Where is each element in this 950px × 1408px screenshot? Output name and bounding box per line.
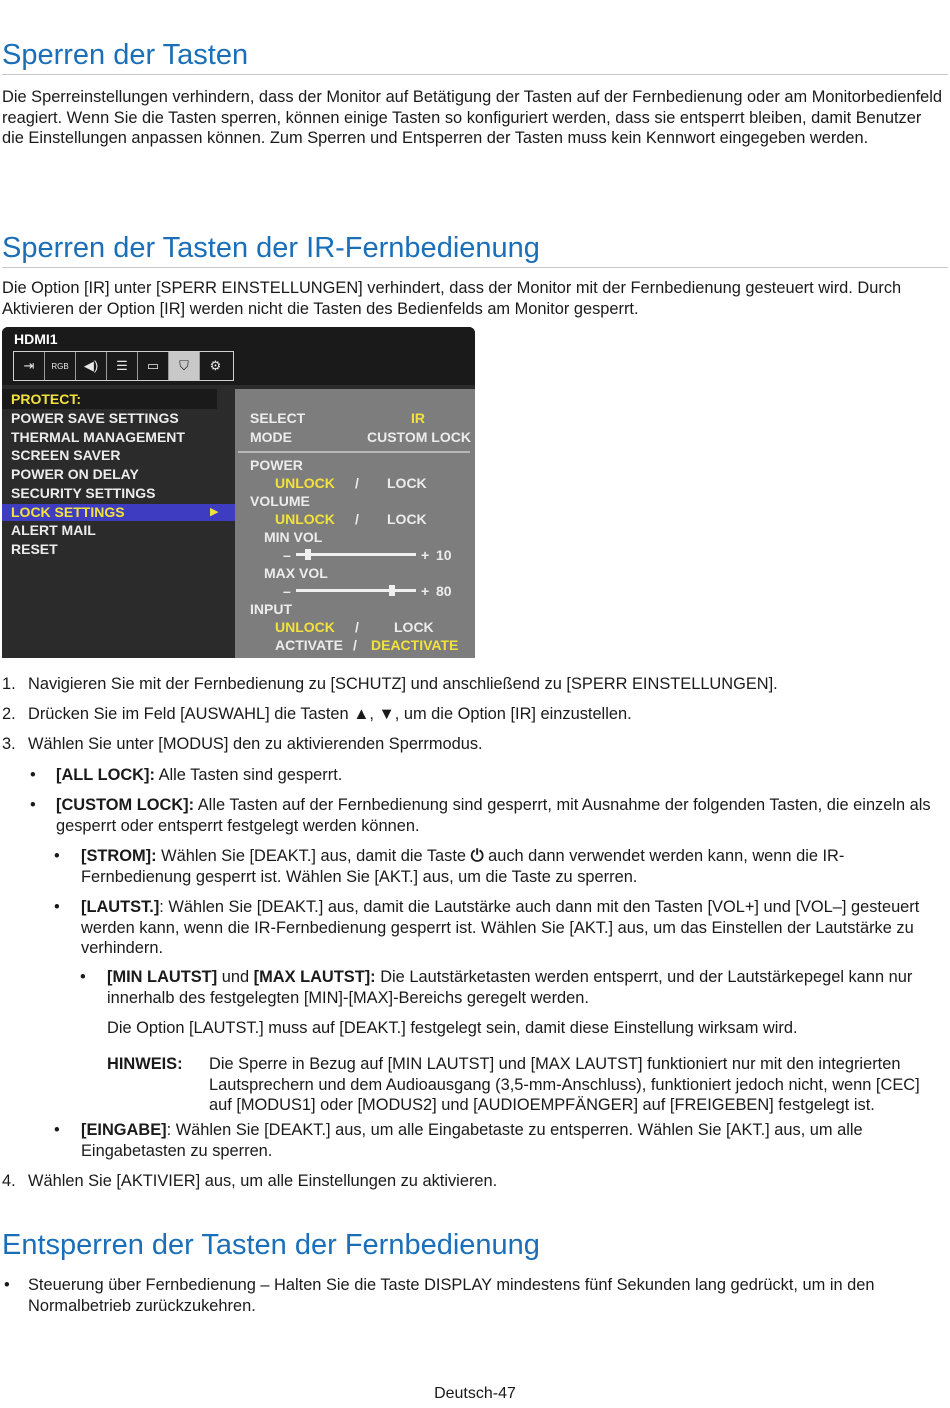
custom-lock-item: [CUSTOM LOCK]: Alle Tasten auf der Fernbedienung sind gesperrt, mit Ausnahme der folgenden Tasten, die einzeln als gesperrt oder entsperrt festgelegt werden können. — [56, 796, 931, 835]
network-icon: ▭ — [138, 352, 169, 380]
osd-max-vol-slider — [296, 589, 416, 592]
protect-icon: ⛉ — [169, 352, 200, 380]
bullet-icon: • — [30, 796, 36, 814]
intro-paragraph: Die Sperreinstellungen verhindern, dass der Monitor auf Betätigung der Tasten auf der Fernbedienung oder am Monitorbedienfeld reagiert. Wenn Sie die Tasten sperren, können einige Tasten so konfiguriert werden, dass sie entsperrt bleiben, damit Benutzer die Einstellungen anpassen können. Zum Sperren und Entsperren der Tasten muss kein Kennwort eingegeben werden. — [2, 88, 943, 147]
all-lock-item: [ALL LOCK]: Alle Tasten sind gesperrt. — [56, 766, 343, 784]
osd-menu-item: SCREEN SAVER — [11, 447, 121, 463]
step-number: 2. — [2, 705, 16, 723]
lautst-note: Die Option [LAUTST.] muss auf [DEAKT.] festgelegt sein, damit diese Einstellung wirksam wird. — [107, 1019, 798, 1037]
osd-min-vol-label: MIN VOL — [264, 529, 323, 545]
osd-tab-bar — [13, 351, 234, 381]
osd-mode-value: CUSTOM LOCK — [367, 429, 471, 445]
osd-power-unlock: UNLOCK — [275, 475, 335, 491]
strom-item: [STROM]: Wählen Sie [DEAKT.] aus, damit die Taste ⏻ auch dann verwendet werden kann, wenn die IR-Fernbedienung gesperrt ist. Wählen Sie [AKT.] aus, um die Taste zu sperren. — [81, 847, 845, 886]
gear-icon: ⚙ — [209, 358, 222, 373]
step-1: Navigieren Sie mit der Fernbedienung zu [SCHUTZ] und anschließend zu [SPERR EINSTELLUNGEN]. — [28, 675, 778, 693]
osd-menu-item-selected: LOCK SETTINGS — [11, 504, 125, 520]
osd-menu-screenshot — [2, 327, 475, 658]
osd-deactivate: DEACTIVATE — [371, 637, 459, 653]
osd-menu-title: PROTECT: — [11, 391, 81, 407]
hinweis-label: HINWEIS: — [107, 1055, 183, 1073]
bullet-icon: • — [54, 847, 60, 865]
osd-min-vol-knob — [305, 549, 311, 560]
osd-slash: / — [355, 511, 359, 527]
lautst-item: [LAUTST.]: Wählen Sie [DEAKT.] aus, damit die Lautstärke auch dann mit den Tasten [VOL+] und [VOL–] gesteuert werden kann, wenn die IR-Fernbedienung gesperrt ist. Wählen Sie [AKT.] aus, um das Einstellen der Lautstärke zu verhindern. — [81, 898, 920, 957]
bullet-icon: • — [4, 1276, 10, 1294]
input-icon: ⇥ — [14, 352, 45, 380]
osd-max-vol-label: MAX VOL — [264, 565, 328, 581]
rgb-icon: RGB — [45, 352, 76, 380]
osd-menu-item: ALERT MAIL — [11, 522, 96, 538]
osd-input-unlock: UNLOCK — [275, 619, 335, 635]
step-number: 3. — [2, 735, 16, 753]
osd-slash: / — [355, 475, 359, 491]
step-4: Wählen Sie [AKTIVIER] aus, um alle Einstellungen zu aktivieren. — [28, 1172, 498, 1190]
osd-input-lock: LOCK — [394, 619, 434, 635]
osd-source-label: HDMI1 — [14, 331, 58, 347]
osd-menu-item: THERMAL MANAGEMENT — [11, 429, 185, 445]
entsperren-item: Steuerung über Fernbedienung – Halten Sie die Taste DISPLAY mindestens fünf Sekunden lang gedrückt, um in den Normalbetrieb zurückzukehren. — [28, 1276, 875, 1315]
eingabe-item: [EINGABE]: Wählen Sie [DEAKT.] aus, um alle Eingabetaste zu entsperren. Wählen Sie [AKT.] aus, um alle Eingabetasten zu sperren. — [81, 1121, 863, 1160]
osd-activate: ACTIVATE — [275, 637, 343, 653]
osd-menu-item: RESET — [11, 541, 58, 557]
osd-min-vol-value: 10 — [436, 547, 452, 563]
osd-volume-label: VOLUME — [250, 493, 310, 509]
osd-plus: + — [421, 583, 430, 599]
power-icon: ⏻ — [470, 847, 484, 865]
osd-slash: / — [353, 637, 357, 653]
min-max-item: [MIN LAUTST] und [MAX LAUTST]: Die Lautstärketasten werden entsperrt, und der Lautstärkepegel kann nur innerhalb des festgelegten [MIN]-[MAX]-Bereichs geregelt werden. — [107, 968, 913, 1007]
osd-minus: – — [283, 547, 291, 563]
step-number: 4. — [2, 1172, 16, 1190]
section-heading-entsperren: Entsperren der Tasten der Fernbedienung — [2, 1229, 540, 1261]
step-2: Drücken Sie im Feld [AUSWAHL] die Tasten ▲, ▼, um die Option [IR] einzustellen. — [28, 705, 632, 723]
step-number: 1. — [2, 675, 16, 693]
section-heading-sperren: Sperren der Tasten — [2, 38, 948, 75]
osd-select-label: SELECT — [250, 410, 306, 426]
section-heading-ir: Sperren der Tasten der IR-Fernbedienung — [2, 231, 948, 268]
bullet-icon: • — [30, 766, 36, 784]
osd-min-vol-slider — [296, 553, 416, 556]
bullet-icon: • — [54, 1121, 60, 1139]
osd-volume-unlock: UNLOCK — [275, 511, 335, 527]
osd-arrow-right-icon: ▶ — [210, 506, 219, 518]
osd-plus: + — [421, 547, 430, 563]
osd-mode-label: MODE — [250, 429, 292, 445]
osd-max-vol-knob — [389, 585, 395, 596]
bullet-icon: • — [80, 968, 86, 986]
speaker-icon: ◀) — [76, 352, 107, 380]
osd-max-vol-value: 80 — [436, 583, 452, 599]
hinweis-text: Die Sperre in Bezug auf [MIN LAUTST] und [MAX LAUTST] funktioniert nur mit den integrierten Lautsprechern und dem Audioausgang (3,5-mm-Anschluss), funktioniert jedoch nicht, wenn [CEC] auf [MODUS1] oder [MODUS2] und [AUDIOEMPFÄNGER] auf [FREIGEBEN] festgelegt ist. — [209, 1055, 920, 1114]
osd-divider — [238, 451, 470, 453]
osd-volume-lock: LOCK — [387, 511, 427, 527]
bullet-icon: • — [54, 898, 60, 916]
osd-minus: – — [283, 583, 291, 599]
osd-slash: / — [355, 619, 359, 635]
osd-input-label: INPUT — [250, 601, 292, 617]
ir-paragraph: Die Option [IR] unter [SPERR EINSTELLUNGEN] verhindert, dass der Monitor mit der Fernbedienung gesteuert wird. Durch Aktivieren der Option [IR] werden nicht die Tasten des Bedienfelds am Monitor gesperrt. — [2, 279, 902, 318]
osd-select-value: IR — [411, 410, 425, 426]
step-3: Wählen Sie unter [MODUS] den zu aktivierenden Sperrmodus. — [28, 735, 483, 753]
osd-menu-item: POWER ON DELAY — [11, 466, 139, 482]
osd-menu-item: POWER SAVE SETTINGS — [11, 410, 179, 426]
osd-power-label: POWER — [250, 457, 303, 473]
osd-power-lock: LOCK — [387, 475, 427, 491]
schedule-icon: ☰ — [107, 352, 138, 380]
page-footer: Deutsch-47 — [434, 1385, 516, 1402]
osd-menu-item: SECURITY SETTINGS — [11, 485, 156, 501]
